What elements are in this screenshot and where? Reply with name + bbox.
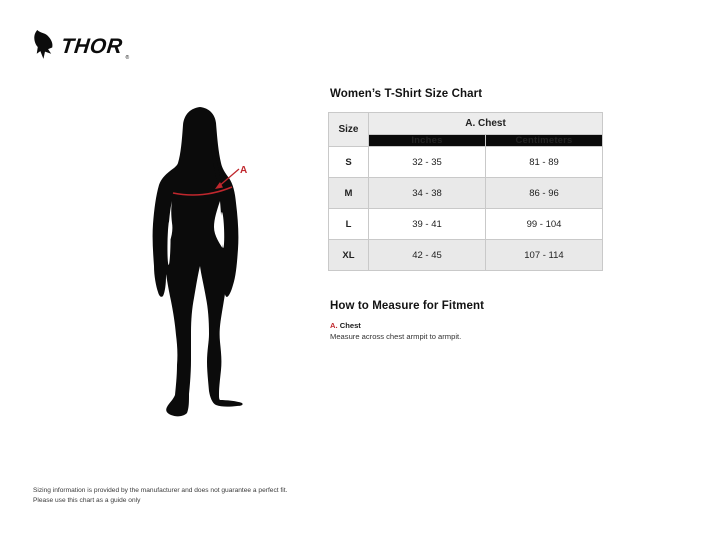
silhouette-body [153, 107, 243, 416]
registered-mark: ® [125, 55, 130, 61]
table-row-s [329, 147, 603, 178]
size-column-header: Size [329, 113, 369, 147]
disclaimer-line-1: Sizing information is provided by the manufacturer and does not guarantee a perfect fit. [33, 487, 288, 494]
brand-logo [33, 30, 129, 63]
size-chart-table [328, 112, 603, 271]
thor-helmet-icon [33, 30, 58, 63]
measure-instructions [330, 320, 461, 342]
inches-cell: 34 - 38 [369, 178, 486, 209]
disclaimer [33, 486, 287, 506]
table-row-xl [329, 240, 603, 271]
female-silhouette [125, 95, 295, 435]
fitment-heading: How to Measure for Fitment [330, 300, 485, 312]
inches-unit-header: Inches [369, 135, 486, 147]
centimeters-cell: 99 - 104 [486, 209, 603, 240]
chest-group-header: A. Chest [369, 113, 603, 135]
size-cell: M [329, 178, 369, 209]
size-cell: L [329, 209, 369, 240]
size-cell: S [329, 147, 369, 178]
measure-key: A. [330, 321, 338, 330]
size-chart-title: Women’s T-Shirt Size Chart [330, 88, 483, 100]
centimeters-unit-header: Centimeters [486, 135, 603, 147]
disclaimer-line-2: Please use this chart as a guide only [33, 497, 141, 505]
inches-cell: 32 - 35 [369, 147, 486, 178]
measure-label: Chest [339, 321, 361, 330]
measure-description: Measure across chest armpit to armpit. [330, 332, 462, 341]
table-row-m [329, 178, 603, 209]
centimeters-cell: 107 - 114 [486, 240, 603, 271]
measure-title [330, 320, 461, 331]
centimeters-cell: 86 - 96 [486, 178, 603, 209]
inches-cell: 39 - 41 [369, 209, 486, 240]
table-row-l [329, 209, 603, 240]
size-cell: XL [329, 240, 369, 271]
brand-wordmark: THOR [59, 35, 124, 58]
inches-cell: 42 - 45 [369, 240, 486, 271]
centimeters-cell: 81 - 89 [486, 147, 603, 178]
annotation-label-a: A [240, 165, 248, 176]
